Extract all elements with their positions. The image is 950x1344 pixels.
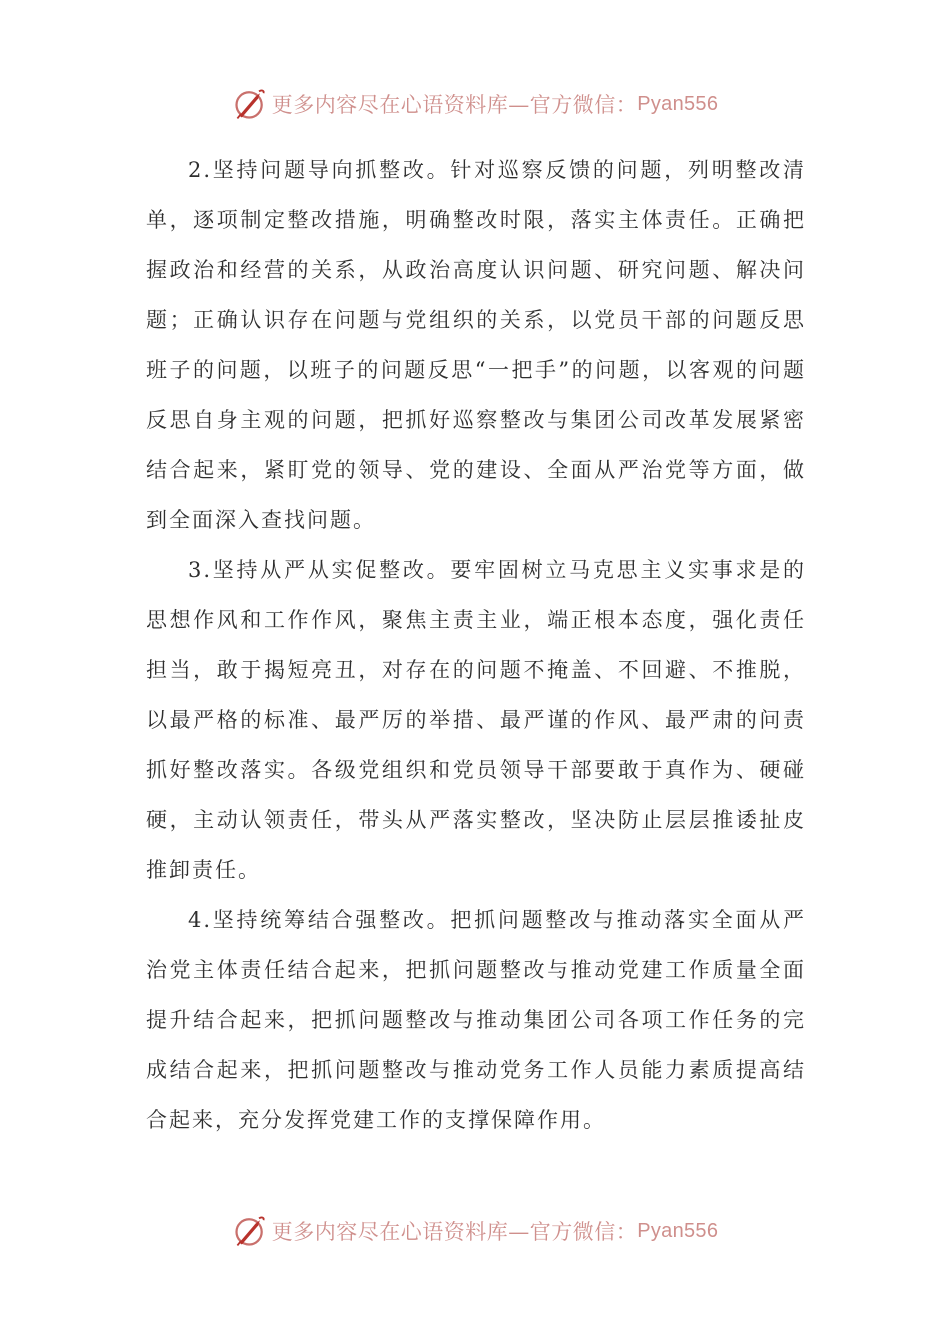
paragraph-2: 2.坚持问题导向抓整改。针对巡察反馈的问题，列明整改清单，逐项制定整改措施，明确整改时限，落实主体责任。正确把握政治和经营的关系，从政治高度认识问题、研究问题、解决问题；正确认识存在问题与党组织的关系，以党员干部的问题反思班子的问题，以班子的问题反思“一把手”的问题，以客观的问题反思自身主观的问题，把抓好巡察整改与集团公司改革发展紧密结合起来，紧盯党的领导、党的建设、全面从严治党等方面，做到全面深入查找问题。 <box>146 158 806 532</box>
header-banner <box>0 84 950 124</box>
paragraph-4: 4.坚持统筹结合强整改。把抓问题整改与推动落实全面从严治党主体责任结合起来，把抓问题整改与推动党建工作质量全面提升结合起来，把抓问题整改与推动集团公司各项工作任务的完成结合起来，把抓问题整改与推动党务工作人员能力素质提高结合起来，充分发挥党建工作的支撑保障作用。 <box>146 908 806 1132</box>
pen-in-circle-icon <box>232 1213 268 1249</box>
pen-in-circle-icon <box>232 86 268 122</box>
footer-text: 更多内容尽在心语资料库—官方微信： <box>271 1220 638 1244</box>
header-brand: Pyan556 <box>637 92 719 115</box>
paragraph-3: 3.坚持从严从实促整改。要牢固树立马克思主义实事求是的思想作风和工作作风，聚焦主责主业，端正根本态度，强化责任担当，敢于揭短亮丑，对存在的问题不掩盖、不回避、不推脱，以最严格的标准、最严厉的举措、最严谨的作风、最严肃的问责抓好整改落实。各级党组织和党员领导干部要敢于真作为、硬碰硬，主动认领责任，带头从严落实整改，坚决防止层层推诿扯皮推卸责任。 <box>146 558 806 882</box>
footer-brand: Pyan556 <box>637 1219 719 1242</box>
footer-banner <box>0 1211 950 1251</box>
header-text: 更多内容尽在心语资料库—官方微信： <box>271 93 638 117</box>
document-body <box>146 145 806 1145</box>
